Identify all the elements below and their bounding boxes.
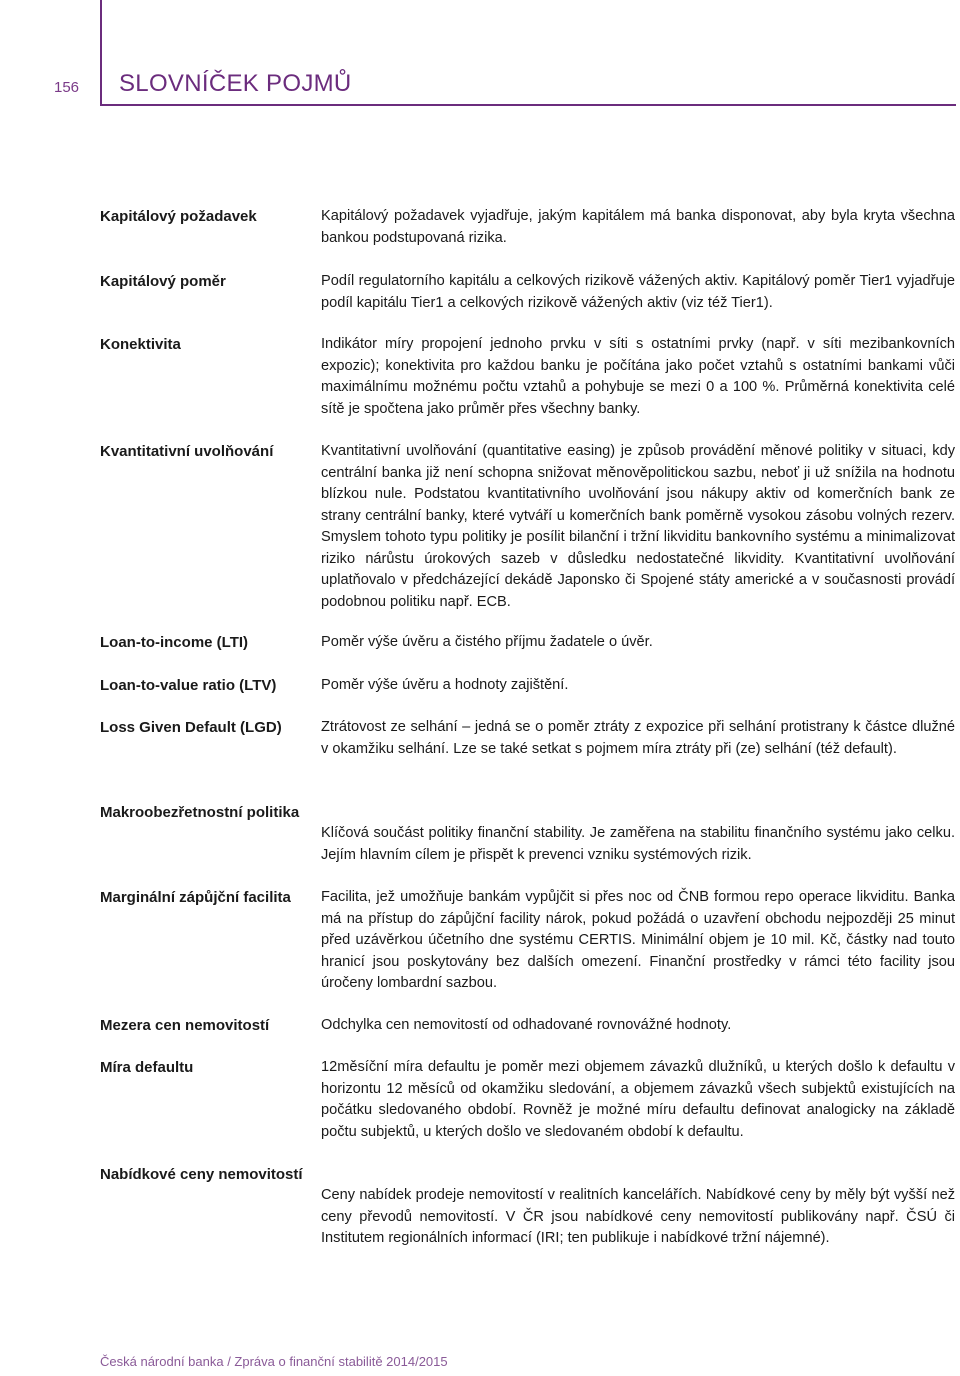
glossary-term: Nabídkové ceny nemovitostí [100,1166,303,1183]
glossary-term: Marginální zápůjční facilita [100,889,291,906]
glossary-definition: Podíl regulatorního kapitálu a celkových rizikově vážených aktiv. Kapitálový poměr Tier1 vyjadřuje podíl kapitálu Tier1 a celkových rizikově vážených aktiv (viz též Tier1). [321,273,955,311]
glossary-term: Loan-to-value ratio (LTV) [100,677,277,694]
glossary-definition: Klíčová součást politiky finanční stability. Je zaměřena na stabilitu finančního systému jako celku. Jejím hlavním cílem je přispět k prevenci vzniku systémových rizik. [321,825,955,863]
glossary-term: Kvantitativní uvolňování [100,443,274,460]
page-footer: Česká národní banka / Zpráva o finanční stabilitě 2014/2015 [100,1354,448,1369]
glossary-definition: Poměr výše úvěru a hodnoty zajištění. [321,677,569,693]
section-title: SLOVNÍČEK POJMŮ [119,70,352,97]
glossary-term: Kapitálový požadavek [100,208,257,225]
glossary-definition: Odchylka cen nemovitostí od odhadované rovnovážné hodnoty. [321,1017,732,1033]
glossary-term: Loss Given Default (LGD) [100,719,282,736]
glossary-definition: Kvantitativní uvolňování (quantitative easing) je způsob provádění měnové politiky v situaci, kdy centrální banka již není schopna snižovat měnověpolitickou sazbu, neboť ji už snížila na hodnotu blízkou nule. Podstatou kvantitativního uvolňování jsou nákupy aktiv od komerčních bank ze strany centrální banky, které vytváří u komerčních bank poměrně vysokou zásobu volných rezerv. Smyslem tohoto typu politiky je posílit bilanční i tržní likviditu bankovního systému a minimalizovat riziko nárůstu úrokových sazeb v důsledku nedostatečné likvidity. Kvantitativní uvolňování uplatňovalo v předcházející dekádě Japonsko či Spojené státy americké a v současnosti provádí podobnou politiku např. ECB. [321,443,955,610]
glossary-definition: Ztrátovost ze selhání – jedná se o poměr ztráty z expozice při selhání protistrany k částce dlužné v okamžiku selhání. Lze se také setkat s pojmem míra ztráty při (ze) selhání (též default). [321,719,955,757]
glossary-definition: Kapitálový požadavek vyjadřuje, jakým kapitálem má banka disponovat, aby byla kryta všechna bankou podstupovaná rizika. [321,208,955,246]
glossary-definition: Indikátor míry propojení jednoho prvku v síti s ostatními prvky (např. v síti mezibankovních expozic); konektivita pro každou banku je počítána jako počet vztahů s ostatními bankami vůči maximálnímu možnému počtu vztahů a pohybuje se mezi 0 a 100 %. Průměrná konektivita celé sítě je spočtena jako průměr přes všechny banky. [321,336,955,417]
glossary-term: Loan-to-income (LTI) [100,634,249,651]
glossary-term: Mezera cen nemovitostí [100,1017,270,1034]
glossary-definition: Poměr výše úvěru a čistého příjmu žadatele o úvěr. [321,634,653,650]
glossary-definition: Ceny nabídek prodeje nemovitostí v realitních kancelářích. Nabídkové ceny by měly být vyšší než ceny převodů nemovitostí. V ČR jsou nabídkové ceny nemovitostí publikovány např. ČSÚ či Institutem regionálních informací (IRI; ten publikuje i nabídkové tržní nájemné). [321,1187,955,1246]
glossary-term: Konektivita [100,336,181,353]
glossary-definition: 12měsíční míra defaultu je poměr mezi objemem závazků dlužníků, u kterých došlo k defaultu v horizontu 12 měsíců od okamžiku sledování, a objemem závazků všech subjektů existujících na počátku sledovaného období. Rovněž je možné míru defaultu definovat analogicky na základě počtu subjektů, u kterých došlo ve sledovaném období k defaultu. [321,1059,955,1140]
header-vertical-rule [100,0,102,104]
header-horizontal-rule [100,104,956,106]
glossary-term: Makroobezřetnostní politika [100,804,300,821]
glossary-term: Kapitálový poměr [100,273,226,290]
glossary-definition: Facilita, jež umožňuje bankám vypůjčit si přes noc od ČNB formou repo operace likviditu. Banka má na přístup do zápůjční facility nárok, pokud požádá o uzavření obchodu nejpozději 25 minut před uzávěrkou účetního dne systému CERTIS. Minimální objem je 10 mil. Kč, částky nad touto hranicí jsou poskytovány bez dalších omezení. Finanční prostředky v rámci této facility jsou úročeny lombardní sazbou. [321,889,955,991]
page-number: 156 [54,79,80,96]
glossary-term: Míra defaultu [100,1059,194,1076]
